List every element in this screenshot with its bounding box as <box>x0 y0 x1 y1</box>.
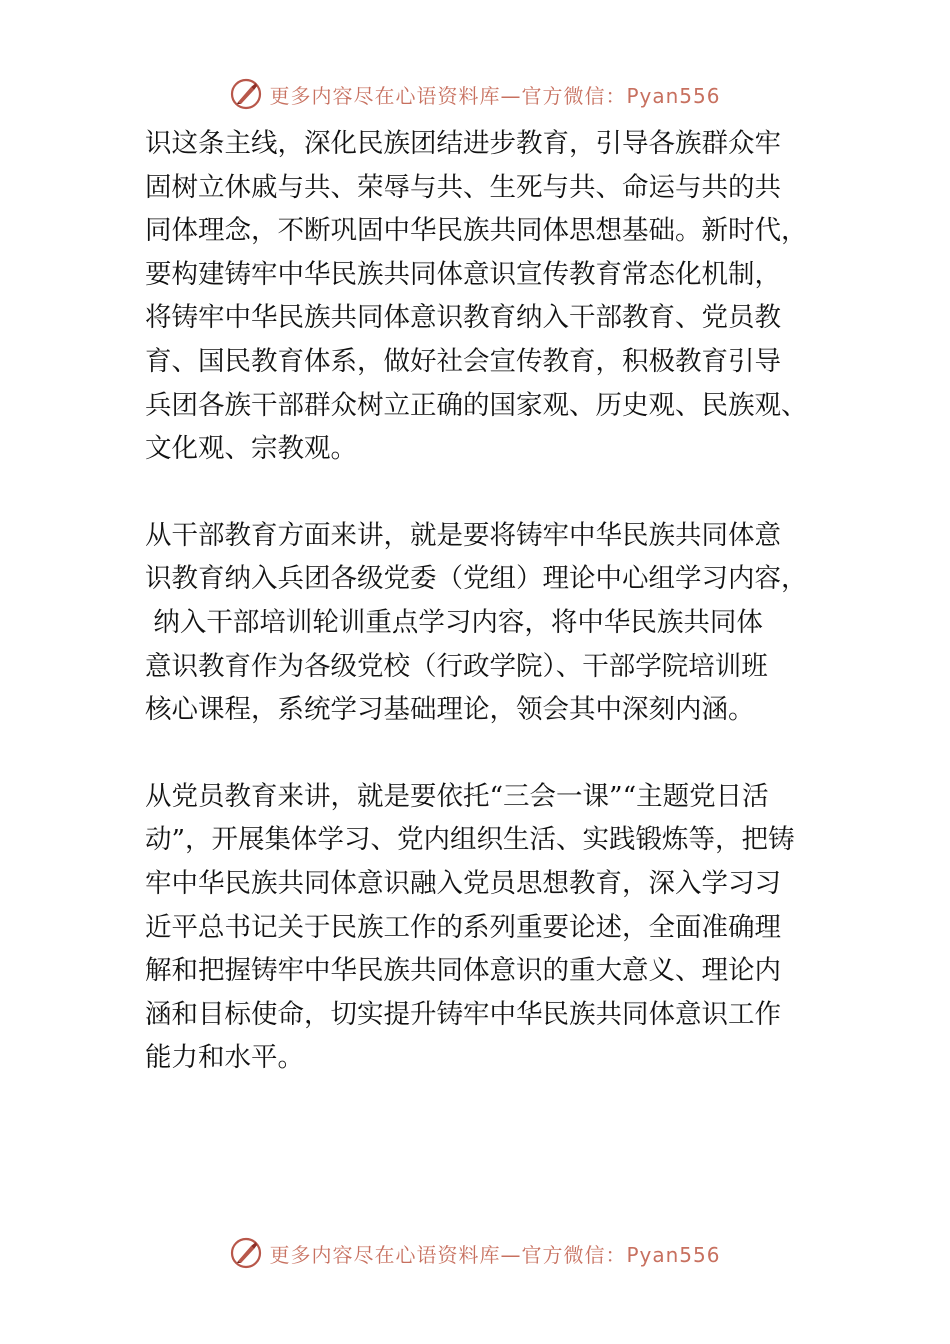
watermark-text: 更多内容尽在心语资料库—官方微信：Pyan556 <box>269 1242 721 1267</box>
text-line: 动”，开展集体学习、党内组织生活、实践锻炼等，把铸 <box>145 824 795 856</box>
paragraph-spacer <box>145 471 825 514</box>
text-line: 解和把握铸牢中华民族共同体意识的重大意义、理论内 <box>145 955 781 987</box>
text-line: 近平总书记关于民族工作的系列重要论述，全面准确理 <box>145 911 781 943</box>
text-line: 意识教育作为各级党校（行政学院）、干部学院培训班 <box>145 650 768 682</box>
text-line: 从党员教育来讲，就是要依托“三会一课”“主题党日活 <box>145 780 769 812</box>
paragraph-2 <box>145 514 825 732</box>
text-line: 识这条主线，深化民族团结进步教育，引导各族群众牢 <box>145 128 781 159</box>
watermark-text: 更多内容尽在心语资料库—官方微信：Pyan556 <box>269 83 721 108</box>
text-line: 涵和目标使命，切实提升铸牢中华民族共同体意识工作 <box>145 998 781 1030</box>
text-line: 能力和水平。 <box>145 1042 304 1074</box>
text-line: 文化观、宗教观。 <box>145 433 357 465</box>
document-body <box>145 122 825 1080</box>
text-line: 识教育纳入兵团各级党委（党组）理论中心组学习内容， <box>145 563 808 595</box>
text-line: 将铸牢中华民族共同体意识教育纳入干部教育、党员教 <box>145 302 781 334</box>
paragraph-1 <box>145 122 825 471</box>
pen-quill-logo-icon <box>229 77 263 111</box>
pen-quill-logo-icon <box>229 1236 263 1270</box>
text-line: 育、国民教育体系，做好社会宣传教育，积极教育引导 <box>145 345 781 377</box>
text-line: 兵团各族干部群众树立正确的国家观、历史观、民族观、 <box>145 389 808 421</box>
text-line: 纳入干部培训轮训重点学习内容，将中华民族共同体 <box>145 606 763 638</box>
text-line: 固树立休戚与共、荣辱与共、生死与共、命运与共的共 <box>145 171 781 203</box>
paragraph-3 <box>145 775 825 1080</box>
text-line: 牢中华民族共同体意识融入党员思想教育，深入学习习 <box>145 867 781 899</box>
text-line: 要构建铸牢中华民族共同体意识宣传教育常态化机制， <box>145 258 781 290</box>
text-line: 核心课程，系统学习基础理论，领会其中深刻内涵。 <box>145 694 755 726</box>
text-line: 同体理念，不断巩固中华民族共同体思想基础。新时代， <box>145 215 808 247</box>
text-line: 从干部教育方面来讲，就是要将铸牢中华民族共同体意 <box>145 519 781 551</box>
footer-watermark <box>0 1233 950 1273</box>
header-watermark <box>0 74 950 114</box>
paragraph-spacer <box>145 732 825 775</box>
